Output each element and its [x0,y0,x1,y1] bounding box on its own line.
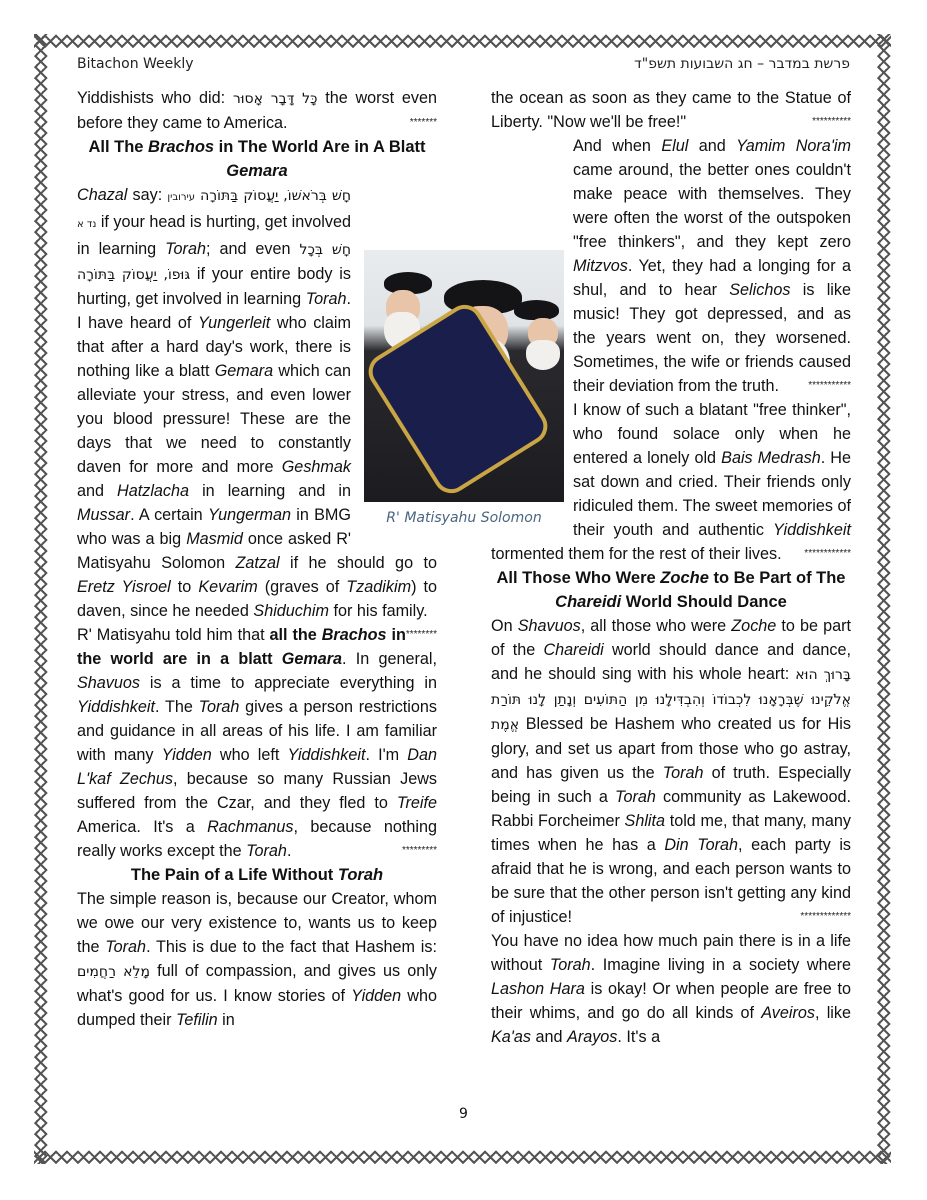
section-separator: ************* [800,911,851,922]
paragraph: And when Elul and Yamim Nora'im came around, the better ones couldn't make peace with themselves. They were often the worst of the outspoken "free thinkers", and they kept zero Mitzvos. Yet, they had a longing for a shul, and to hear Selichos is like music! They got depressed, and as the years went on, they worsened. Sometimes, the wife or friends caused their deviation from the truth. *********** [491,134,851,398]
paragraph: the ocean as soon as they came to the Statue of Liberty. "Now we'll be free!" ********** [491,86,851,134]
hebrew-text: חָשׁ בְּכָל גּוּפוֹ, יַעֲסוֹק בַּתּוֹרָה [77,242,351,283]
parsha-title: פרשת במדבר – חג השבועות תשפ"ד [634,56,850,72]
paragraph: The simple reason is, because our Creator, whom we owe our very existence to, wants us to keep the Torah. This is due to the fact that Hashem is: מָלֵא רַחֲמִים full of compassion, and gives us only what's good for us. I know stories of Yidden who dumped their Tefilin in [77,890,437,1029]
border-left [34,34,48,1164]
hebrew-source: עירובין נד א [77,192,195,230]
section-separator: *********** [808,380,851,391]
section-headline: All The Brachos in The World Are in A Blatt Gemara [88,138,426,180]
paragraph: You have no idea how much pain there is in a life without Torah. Imagine living in a society where Lashon Hara is okay! Or when people are free to their whims, and go do all kinds of Aveiros, like Ka'as and Arayos. It's a [491,932,851,1046]
section-separator: ************ [804,548,851,559]
hebrew-text: חָשׁ בְּרֹאשׁוֹ, יַעֲסוֹק בַּתּוֹרָה [200,188,351,204]
paragraph: R' Matisyahu told him that all the Brachos in the world are in a blatt Gemara. In general, Shavuos is a time to appreciate everything in Yiddishkeit. The Torah gives a person restrictions and guidance in all areas of his life. I am familiar with many Yidden who left Yiddishkeit. I'm Dan L'kaf Zechus, because so many Russian Jews suffered from the Czar, and they fled to Treife America. It's a Rachmanus, because nothing really works except the Torah. ********* [77,623,437,863]
section-separator: ********* [401,845,437,856]
section-separator: ********** [812,116,851,127]
left-column [77,86,437,1032]
hebrew-text: בָּרוּךְ הוּא אֱלֹקֵינוּ שֶׁבְּרָאָנוּ לִכְבוֹדוֹ וְהִבְדִּילָנוּ מִן הַתּוֹעִים וְנָתַן לָנוּ תּוֹרַת אֱמֶת [491,667,851,733]
hebrew-text: כָּל דָּבָר אָסוּר [232,91,318,107]
rabbi-photo [364,250,564,502]
border-right [877,34,891,1164]
section-headline: All Those Who Were Zoche to Be Part of The Chareidi World Should Dance [496,569,846,611]
right-column [491,86,851,1049]
paragraph: On Shavuos, all those who were Zoche to be part of the Chareidi world should dance and dance, and he should sing with his whole heart: בָּרוּךְ הוּא אֱלֹקֵינוּ שֶׁבְּרָאָנוּ לִכְבוֹדוֹ וְהִבְדִּילָנוּ מִן הַתּוֹעִים וְנָתַן לָנוּ תּוֹרַת אֱמֶת Blessed be Hashem who created us for His glory, and set us apart from those who go astray, and has given us the Torah of truth. Especially being in such a Torah community as Lakewood. Rabbi Forcheimer Shlita told me, that many, many times when he has a Din Torah, each party is afraid that he is wrong, and each person wants to be sure that the other person isn't getting any kind of injustice! ************* [491,614,851,929]
hebrew-text: מָלֵא רַחֲמִים [77,964,150,980]
photo-caption: R' Matisyahu Solomon [386,510,542,526]
publication-name: Bitachon Weekly [77,56,194,72]
section-separator: ******** [405,629,437,640]
page-number: 9 [459,1106,468,1122]
border-top [34,34,891,48]
section-headline: The Pain of a Life Without Torah [130,866,384,884]
photo-figure [364,250,564,526]
section-separator: ******* [409,117,437,128]
border-bottom [34,1150,891,1164]
paragraph: Yiddishists who did: כָּל דָּבָר אָסוּר the worst even before they came to America. ******* [77,86,437,135]
paragraph: Chazal say: חָשׁ בְּרֹאשׁוֹ, יַעֲסוֹק בַּתּוֹרָה עירובין נד א if your head is hurting, get involved in learning Torah; and even חָשׁ בְּכָל גּוּפוֹ, יַעֲסוֹק בַּתּוֹרָה if your entire body is hurting, get involved in learning Torah. I have heard of Yungerleit who claim that after a hard day's work, there is nothing like a blatt Gemara which can alleviate your stress, and even lower you blood pressure! These are the days that we need to constantly daven for more and more Geshmak and Hatzlacha in learning and in Mussar. A certain Yungerman in BMG who was a big Masmid once asked R' Matisyahu Solomon Zatzal if he should go to Eretz Yisroel to Kevarim (graves of Tzadikim) to daven, since he needed Shiduchim for his family. ******** [77,183,437,623]
paragraph: I know of such a blatant "free thinker", who found solace only when he entered a lonely old Bais Medrash. He sat down and cried. Their friends only ridiculed them. The sweet memories of their youth and authentic Yiddishkeit tormented them for the rest of their lives. ************ [491,398,851,566]
